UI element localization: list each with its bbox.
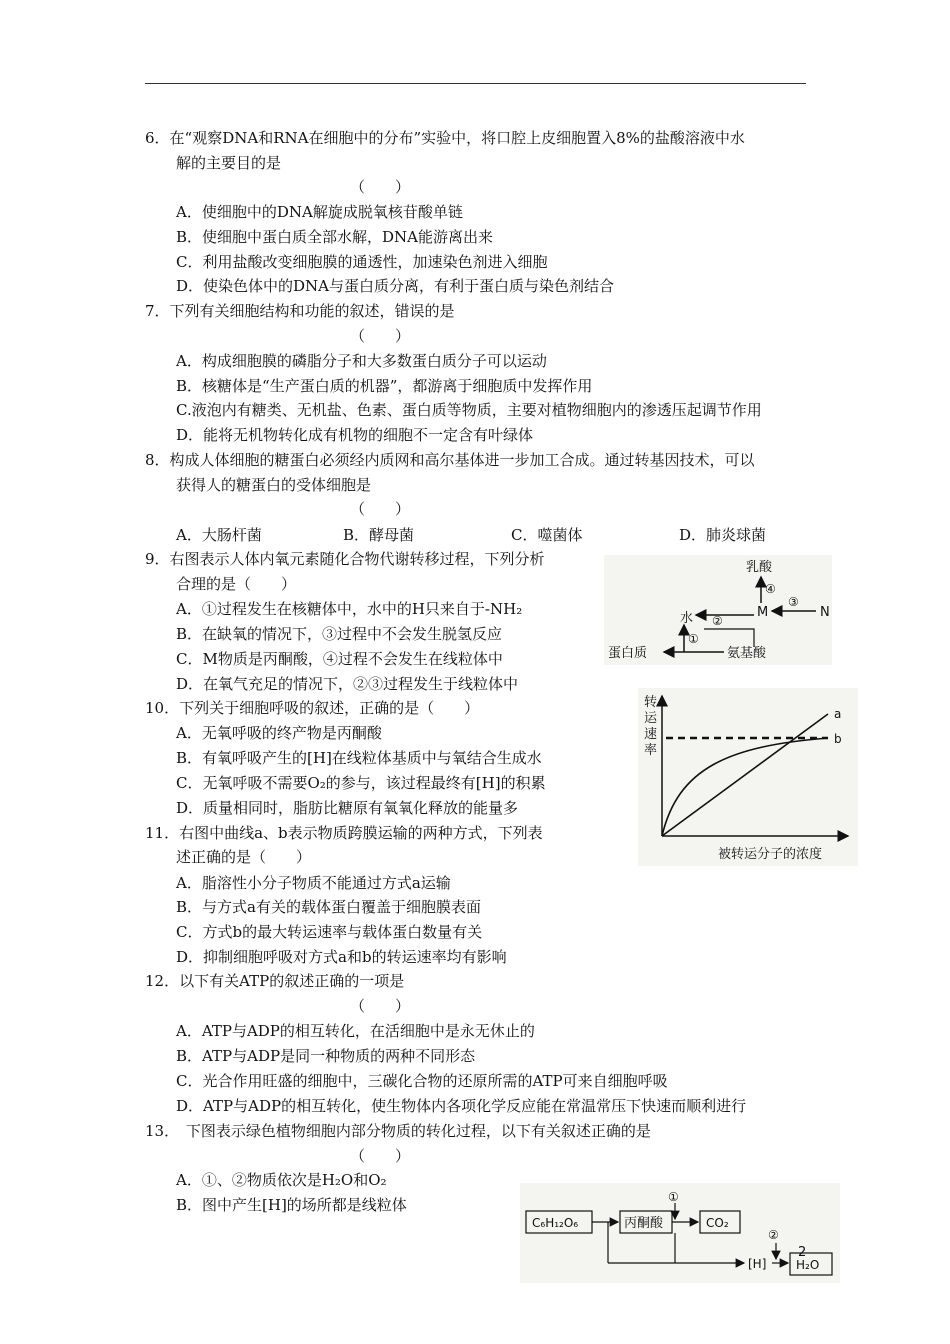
q8-answer-paren: （ ） bbox=[350, 500, 411, 518]
q9-metabolism-diagram bbox=[604, 555, 832, 665]
q13-option-a: A．①、②物质依次是H₂O和O₂ bbox=[176, 1171, 387, 1189]
q10-option-b: B．有氧呼吸产生的[H]在线粒体基质中与氧结合生成水 bbox=[176, 749, 542, 767]
curve-b-label: b bbox=[834, 732, 842, 746]
q6-option-d: D．使染色体中的DNA与蛋白质分离，有利于蛋白质与染色剂结合 bbox=[176, 277, 615, 295]
q6-stem: 6．在“观察DNA和RNA在细胞中的分布”实验中，将口腔上皮细胞置入8%的盐酸溶液中水 bbox=[145, 129, 745, 147]
curve-b bbox=[662, 738, 828, 836]
co2-label: CO₂ bbox=[706, 1216, 729, 1230]
q12-option-d: D．ATP与ADP的相互转化，使生物体内各项化学反应能在常温常压下快速而顺利进行 bbox=[176, 1097, 747, 1115]
q12-answer-paren: （ ） bbox=[350, 997, 411, 1015]
q10-option-c: C．无氧呼吸不需要O₂的参与，该过程最终有[H]的积累 bbox=[176, 774, 546, 792]
graph-ylabel-char3: 速 bbox=[644, 727, 658, 742]
q6-option-c: C．利用盐酸改变细胞膜的通透性，加速染色剂进入细胞 bbox=[176, 253, 548, 271]
q9-option-c: C．M物质是丙酮酸，④过程不会发生在线粒体中 bbox=[176, 650, 503, 668]
q13-stem: 13． 下图表示绿色植物细胞内部分物质的转化过程，以下有关叙述正确的是 bbox=[145, 1122, 651, 1140]
q9-option-b: B．在缺氧的情况下，③过程中不会发生脱氢反应 bbox=[176, 625, 503, 643]
page-number: 2 bbox=[798, 1245, 807, 1260]
q13-conversion-diagram bbox=[520, 1183, 840, 1283]
q8-option-c: C．噬菌体 bbox=[511, 526, 583, 544]
q11-stem: 11．右图中曲线a、b表示物质跨膜运输的两种方式，下列表 bbox=[145, 824, 543, 842]
q13-answer-paren: （ ） bbox=[350, 1147, 411, 1165]
fig9-step3-marker: ③ bbox=[788, 595, 799, 609]
q12-option-a: A．ATP与ADP的相互转化，在活细胞中是永无休止的 bbox=[176, 1022, 535, 1040]
q6-stem-cont: 解的主要目的是 bbox=[176, 154, 282, 172]
pyruvate-label: 丙酮酸 bbox=[624, 1216, 664, 1231]
fig9-amino-acid-label: 氨基酸 bbox=[727, 646, 767, 661]
q11-option-b: B．与方式a有关的载体蛋白覆盖于细胞膜表面 bbox=[176, 898, 481, 916]
water-label: H₂O bbox=[796, 1258, 820, 1272]
fig13-input2-marker: ② bbox=[768, 1228, 779, 1242]
glucose-label: C₆H₁₂O₆ bbox=[532, 1216, 579, 1230]
q11-option-a: A．脂溶性小分子物质不能通过方式a运输 bbox=[176, 874, 451, 892]
q7-option-d: D．能将无机物转化成有机物的细胞不一定含有叶绿体 bbox=[176, 426, 534, 444]
q7-option-a: A．构成细胞膜的磷脂分子和大多数蛋白质分子可以运动 bbox=[176, 352, 547, 370]
q6-option-b: B．使细胞中蛋白质全部水解，DNA能游离出来 bbox=[176, 228, 494, 246]
q8-option-b: B．酵母菌 bbox=[343, 526, 415, 544]
q8-stem-cont: 获得人的糖蛋白的受体细胞是 bbox=[176, 476, 372, 494]
q8-option-a: A．大肠杆菌 bbox=[176, 526, 262, 544]
curve-a bbox=[662, 714, 828, 836]
curve-a-label: a bbox=[834, 707, 842, 721]
graph-xlabel: 被转运分子的浓度 bbox=[718, 847, 823, 862]
q9-option-a: A．①过程发生在核糖体中，水中的H只来自于-NH₂ bbox=[176, 600, 523, 618]
q12-option-b: B．ATP与ADP是同一种物质的两种不同形态 bbox=[176, 1047, 476, 1065]
fig13-input1-marker: ① bbox=[668, 1190, 679, 1204]
q7-stem: 7．下列有关细胞结构和功能的叙述，错误的是 bbox=[145, 302, 455, 320]
q11-transport-rate-graph bbox=[638, 688, 858, 866]
q7-option-c: C.液泡内有糖类、无机盐、色素、蛋白质等物质，主要对植物细胞内的渗透压起调节作用 bbox=[176, 401, 762, 419]
fig9-m-label: M bbox=[757, 605, 769, 620]
header-rule bbox=[145, 83, 806, 84]
graph-ylabel-char2: 运 bbox=[644, 711, 658, 726]
q7-answer-paren: （ ） bbox=[350, 327, 411, 345]
q7-option-b: B．核糖体是“生产蛋白质的机器”，都游离于细胞质中发挥作用 bbox=[176, 377, 593, 395]
fig9-water-label: 水 bbox=[680, 611, 694, 626]
q10-option-a: A．无氧呼吸的终产物是丙酮酸 bbox=[176, 724, 382, 742]
q8-option-d: D．肺炎球菌 bbox=[679, 526, 767, 544]
fig9-n-label: N bbox=[820, 605, 830, 620]
fig9-lactic-acid-label: 乳酸 bbox=[746, 560, 773, 575]
q9-option-d: D．在氧气充足的情况下，②③过程发生于线粒体中 bbox=[176, 675, 519, 693]
fig9-step2-marker: ② bbox=[712, 614, 723, 628]
graph-ylabel-char1: 转 bbox=[644, 695, 658, 710]
q10-stem: 10．下列关于细胞呼吸的叙述，正确的是（ ） bbox=[145, 699, 480, 717]
hydrogen-label: [H] bbox=[748, 1257, 767, 1271]
q8-stem: 8．构成人体细胞的糖蛋白必须经内质网和高尔基体进一步加工合成。通过转基因技术，可以 bbox=[145, 451, 755, 469]
fig9-step4-marker: ④ bbox=[765, 582, 776, 596]
q6-answer-paren: （ ） bbox=[350, 178, 411, 196]
q9-stem-cont: 合理的是（ ） bbox=[176, 575, 297, 593]
q9-stem: 9．右图表示人体内氧元素随化合物代谢转移过程，下列分析 bbox=[145, 550, 545, 568]
fig9-step1-marker: ① bbox=[688, 632, 699, 646]
q12-stem: 12．以下有关ATP的叙述正确的一项是 bbox=[145, 972, 405, 990]
q12-option-c: C．光合作用旺盛的细胞中，三碳化合物的还原所需的ATP可来自细胞呼吸 bbox=[176, 1072, 668, 1090]
q11-option-d: D．抑制细胞呼吸对方式a和b的转运速率均有影响 bbox=[176, 948, 507, 966]
q6-option-a: A．使细胞中的DNA解旋成脱氧核苷酸单链 bbox=[176, 203, 463, 221]
q13-option-b: B．图中产生[H]的场所都是线粒体 bbox=[176, 1196, 407, 1214]
fig9-protein-label: 蛋白质 bbox=[608, 646, 648, 661]
q11-stem-cont: 述正确的是（ ） bbox=[176, 848, 312, 866]
q11-option-c: C．方式b的最大转运速率与载体蛋白数量有关 bbox=[176, 923, 483, 941]
graph-ylabel-char4: 率 bbox=[644, 743, 658, 758]
q10-option-d: D．质量相同时，脂肪比糖原有氧氧化释放的能量多 bbox=[176, 799, 519, 817]
